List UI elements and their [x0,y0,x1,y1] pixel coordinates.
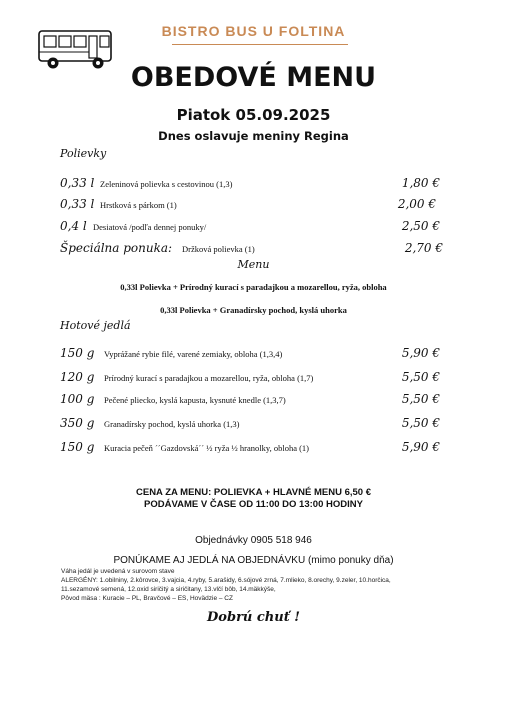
soup-price: 2,50 € [401,219,440,233]
main-price: 5,50 € [401,370,440,384]
menu-heading: Menu [237,258,270,271]
soup-qty: 0,33 l [60,176,95,190]
main-qty: 120 g [60,370,95,384]
soup-price: 2,00 € [397,197,436,211]
nameday-line: Dnes oslavuje meniny Regina [158,129,349,143]
main-name: Kuracia pečeň ´´Gazdovská´´ ½ ryža ½ hranolky, obloha (1) [104,443,310,453]
main-name: Prírodný kurací s paradajkou a mozarellou, ryža, obloha (1,7) [104,373,314,383]
price-line: CENA ZA MENU: POLIEVKA + HLAVNÉ MENU 6,50 € [136,487,371,498]
main-qty: 350 g [60,416,95,430]
mains-heading: Hotové jedlá [60,319,131,332]
soup-qty: 0,4 l [60,219,87,233]
orders-phone: Objednávky 0905 518 946 [195,535,312,546]
soup-name: Hrstková s párkom (1) [100,200,177,210]
soup-qty: Špeciálna ponuka: [60,241,173,255]
soup-price: 1,80 € [401,176,440,190]
weight-note: Váha jedál je uvedená v surovom stave [61,568,175,575]
allergens-line: 11.sezamové semená, 12.oxid siričitý a siričitany, 13.vlčí bôb, 14.mäkkýše, [61,586,276,593]
main-price: 5,90 € [401,440,440,454]
menu-line: 0,33l Polievka + Prírodný kurací s paradajkou a mozarellou, ryža, obloha [120,282,387,292]
meat-origin: Pôvod mäsa : Kuracie – PL, Bravčové – ES, Hovädzie – CZ [61,595,233,602]
main-price: 5,50 € [401,392,440,406]
main-name: Granadírsky pochod, kyslá uhorka (1,3) [104,419,240,429]
main-qty: 100 g [60,392,95,406]
allergens-line: ALERGÉNY: 1.obilniny, 2.kôrovce, 3.vajcia, 4.ryby, 5.arašidy, 6.sójové zrná, 7.mlieko, 8.orechy, 9.zeler, 10.horčica, [61,577,391,584]
main-name: Pečené pliecko, kyslá kapusta, kysnuté knedle (1,3,7) [104,395,286,405]
bistro-name: BISTRO BUS U FOLTINA [161,23,346,39]
offer-line: PONÚKAME AJ JEDLÁ NA OBJEDNÁVKU (mimo ponuky dňa) [113,555,394,566]
farewell: Dobrú chuť ! [207,610,300,625]
hours-line: PODÁVAME V ČASE OD 11:00 DO 13:00 HODINY [144,499,363,510]
main-name: Vyprážané rybie filé, varené zemiaky, obloha (1,3,4) [104,349,283,359]
divider [172,44,348,45]
soup-qty: 0,33 l [60,197,95,211]
main-price: 5,50 € [401,416,440,430]
main-qty: 150 g [60,440,95,454]
menu-line: 0,33l Polievka + Granadírsky pochod, kyslá uhorka [160,305,347,315]
menu-date: Piatok 05.09.2025 [176,106,331,124]
main-qty: 150 g [60,346,95,360]
soup-name: Desiatová /podľa dennej ponuky/ [93,222,207,232]
soup-name: Zeleninová polievka s cestovinou (1,3) [100,179,233,189]
main-price: 5,90 € [401,346,440,360]
page-title: OBEDOVÉ MENU [130,62,377,93]
soup-name: Držková polievka (1) [182,244,255,254]
soups-heading: Polievky [60,147,107,160]
soup-price: 2,70 € [404,241,443,255]
